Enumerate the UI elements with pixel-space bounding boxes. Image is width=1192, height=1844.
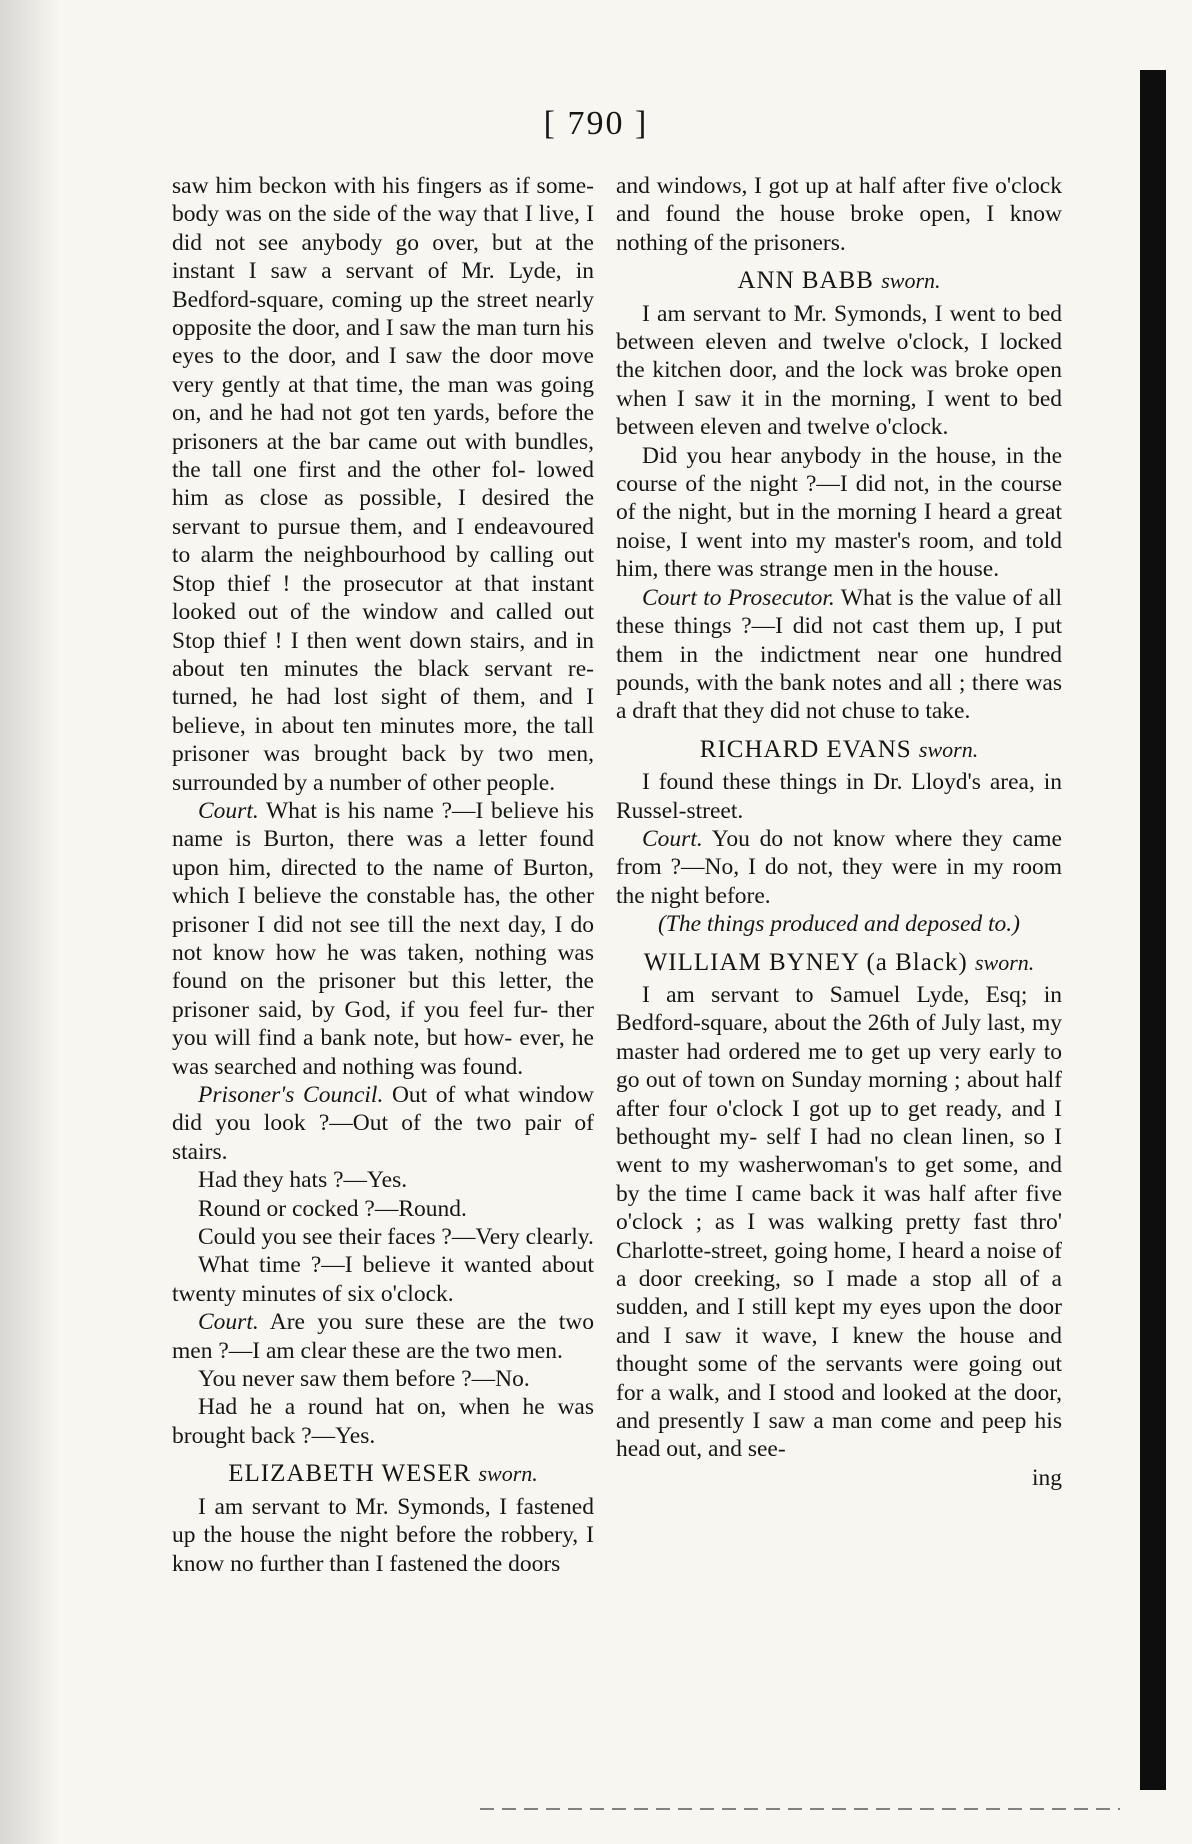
sworn-label: sworn. — [918, 736, 979, 762]
right-column — [616, 172, 1062, 1492]
testimony-paragraph — [616, 442, 1062, 584]
paragraph-text: Are you sure these are the two men ?—I am clear these are the two men. — [172, 1309, 594, 1364]
testimony-paragraph — [172, 1393, 594, 1450]
speaker-label: Court. — [198, 1309, 259, 1336]
paragraph-text: You never saw them before ?—No. — [198, 1366, 530, 1393]
paragraph-text: Had he a round hat on, when he was brought back ?—Yes. — [172, 1394, 594, 1449]
paragraph-text: Had they hats ?—Yes. — [198, 1167, 408, 1194]
paragraph-text: Could you see their faces ?—Very clearly. — [198, 1224, 594, 1251]
scan-margin-shadow — [0, 0, 60, 1844]
paragraph-text: What is the value of all these things ?—I did not cast them up, I put them in the indictment near one hundred pounds, with the bank notes and all ; there was a draft that they did not chuse to take. — [616, 584, 1062, 725]
testimony-paragraph: I am servant to Mr. Symonds, I fastened up the house the night before the robbery, I know no further than I fastened the doors — [172, 1493, 594, 1577]
testimony-paragraph — [616, 300, 1062, 442]
bottom-rule-mark — [480, 1808, 1120, 1810]
paragraph-text: Round or cocked ?—Round. — [198, 1195, 467, 1222]
sworn-label: sworn. — [975, 949, 1035, 975]
paragraph-text: Did you hear anybody in the house, in the course of the night ?—I did not, in the course of the night, but in the morning I heard a great noise, I went into my master's room, and told him, there was strange men in the house. — [616, 442, 1062, 583]
testimony-paragraph — [172, 1308, 594, 1365]
testimony-paragraph — [172, 1081, 594, 1166]
witness-name: WILLIAM BYNEY (a Black) — [643, 948, 968, 976]
testimony-paragraph: I am servant to Samuel Lyde, Esq; in Bedford-square, about the 26th of July last, my master had ordered me to get up very early to go out of town on Sunday morning ; about half after four o'clock I got up to get ready, and I bethought my- self I had no clean linen, so I went to my washerwoman's to get some, and by the time I came back it was half after five o'clock ; as I was walking pretty fast thro' Charlotte-street, going home, I heard a noise of a door creeking, so I made a stop all of a sudden, and I still kept my eyes upon the door and I saw it wave, I knew the house and thought some of the servants were going out for a walk, and I stood and looked at the door, and presently I saw a man come and peep his head out, and see- — [616, 981, 1062, 1463]
paragraph-text: I found these things in Dr. Lloyd's area, in Russel-street. — [616, 769, 1062, 824]
paragraph-text: I am servant to Mr. Symonds, I went to bed between eleven and twelve o'clock, I locked the kitchen door, and the lock was broke open when I saw it in the morning, I went to bed between eleven and twelve o'clock. — [616, 300, 1062, 441]
testimony-paragraph — [616, 584, 1062, 726]
witness-heading-william-byney — [616, 949, 1062, 977]
testimony-paragraph — [172, 1251, 594, 1308]
paragraph-text: You do not know where they came from ?—No, I do not, they were in my room the night before. — [616, 825, 1062, 909]
richard-evans-testimony — [616, 768, 1062, 910]
left-column-paragraphs — [172, 172, 594, 1450]
page-number: [ 790 ] — [543, 105, 649, 142]
witness-heading-richard-evans — [616, 736, 1062, 764]
witness-name: RICHARD EVANS — [699, 735, 912, 763]
speaker-label: Court. — [198, 797, 259, 824]
testimony-paragraph — [172, 797, 594, 1081]
speaker-label: Court. — [642, 825, 703, 852]
testimony-paragraph — [172, 1223, 594, 1251]
paragraph-text: What time ?—I believe it wanted about twenty minutes of six o'clock. — [172, 1252, 594, 1307]
testimony-paragraph — [172, 1365, 594, 1393]
testimony-paragraph — [172, 1195, 594, 1223]
paragraph-text: saw him beckon with his fingers as if some- body was on the side of the way that I live, I did not see anybody go over, but at the instant I saw a servant of Mr. Lyde, in Bedford-square, coming up the street nearly opposite the door, and I saw the man turn his eyes to the door, and I saw the door move very gently at that time, the man was going on, and he had not got ten yards, before the prisoners at the bar came out with bundles, the tall one first and the other fol- lowed him as close as possible, I desired the servant to pursue them, and I endeavoured to alarm the neighbourhood by calling out Stop thief ! the prosecutor at that instant looked out of the window and called out Stop thief ! I then went down stairs, and in about ten minutes the black servant re- turned, he had lost sight of them, and I believe, in about ten minutes more, the tall prisoner was brought back by two men, surrounded by a number of other people. — [172, 173, 594, 796]
witness-heading-elizabeth-weser — [172, 1460, 594, 1488]
left-column — [172, 172, 594, 1578]
produced-note: (The things produced and deposed to.) — [657, 911, 1021, 938]
testimony-paragraph — [616, 768, 1062, 825]
speaker-label: Court to Prosecutor. — [642, 584, 835, 611]
witness-name: ANN BABB — [737, 267, 874, 295]
testimony-paragraph — [172, 172, 594, 797]
witness-heading-ann-babb — [616, 267, 1062, 295]
ann-babb-testimony — [616, 300, 1062, 726]
testimony-paragraph — [172, 1166, 594, 1194]
catchword: ing — [1031, 1464, 1062, 1491]
testimony-paragraph — [616, 825, 1062, 910]
sworn-label: sworn. — [478, 1461, 538, 1487]
testimony-paragraph: and windows, I got up at half after five o'clock and found the house broke open, I know nothing of the prisoners. — [616, 173, 1062, 256]
paragraph-text: Out of what window did you look ?—Out of the two pair of stairs. — [172, 1082, 594, 1165]
sworn-label: sworn. — [881, 268, 941, 294]
speaker-label: Prisoner's Council. — [198, 1082, 384, 1108]
paragraph-text: What is his name ?—I believe his name is Burton, there was a letter found upon him, directed to the name of Burton, which I believe the constable has, the other prisoner I did not see till the next day, I do not know how he was taken, nothing was found on the prisoner but this letter, the prisoner said, by God, if you feel fur- ther you will find a bank note, but how- ever, he was searched and nothing was found. — [172, 797, 594, 1080]
book-spine-edge — [1140, 70, 1166, 1790]
witness-name: ELIZABETH WESER — [228, 1460, 472, 1488]
